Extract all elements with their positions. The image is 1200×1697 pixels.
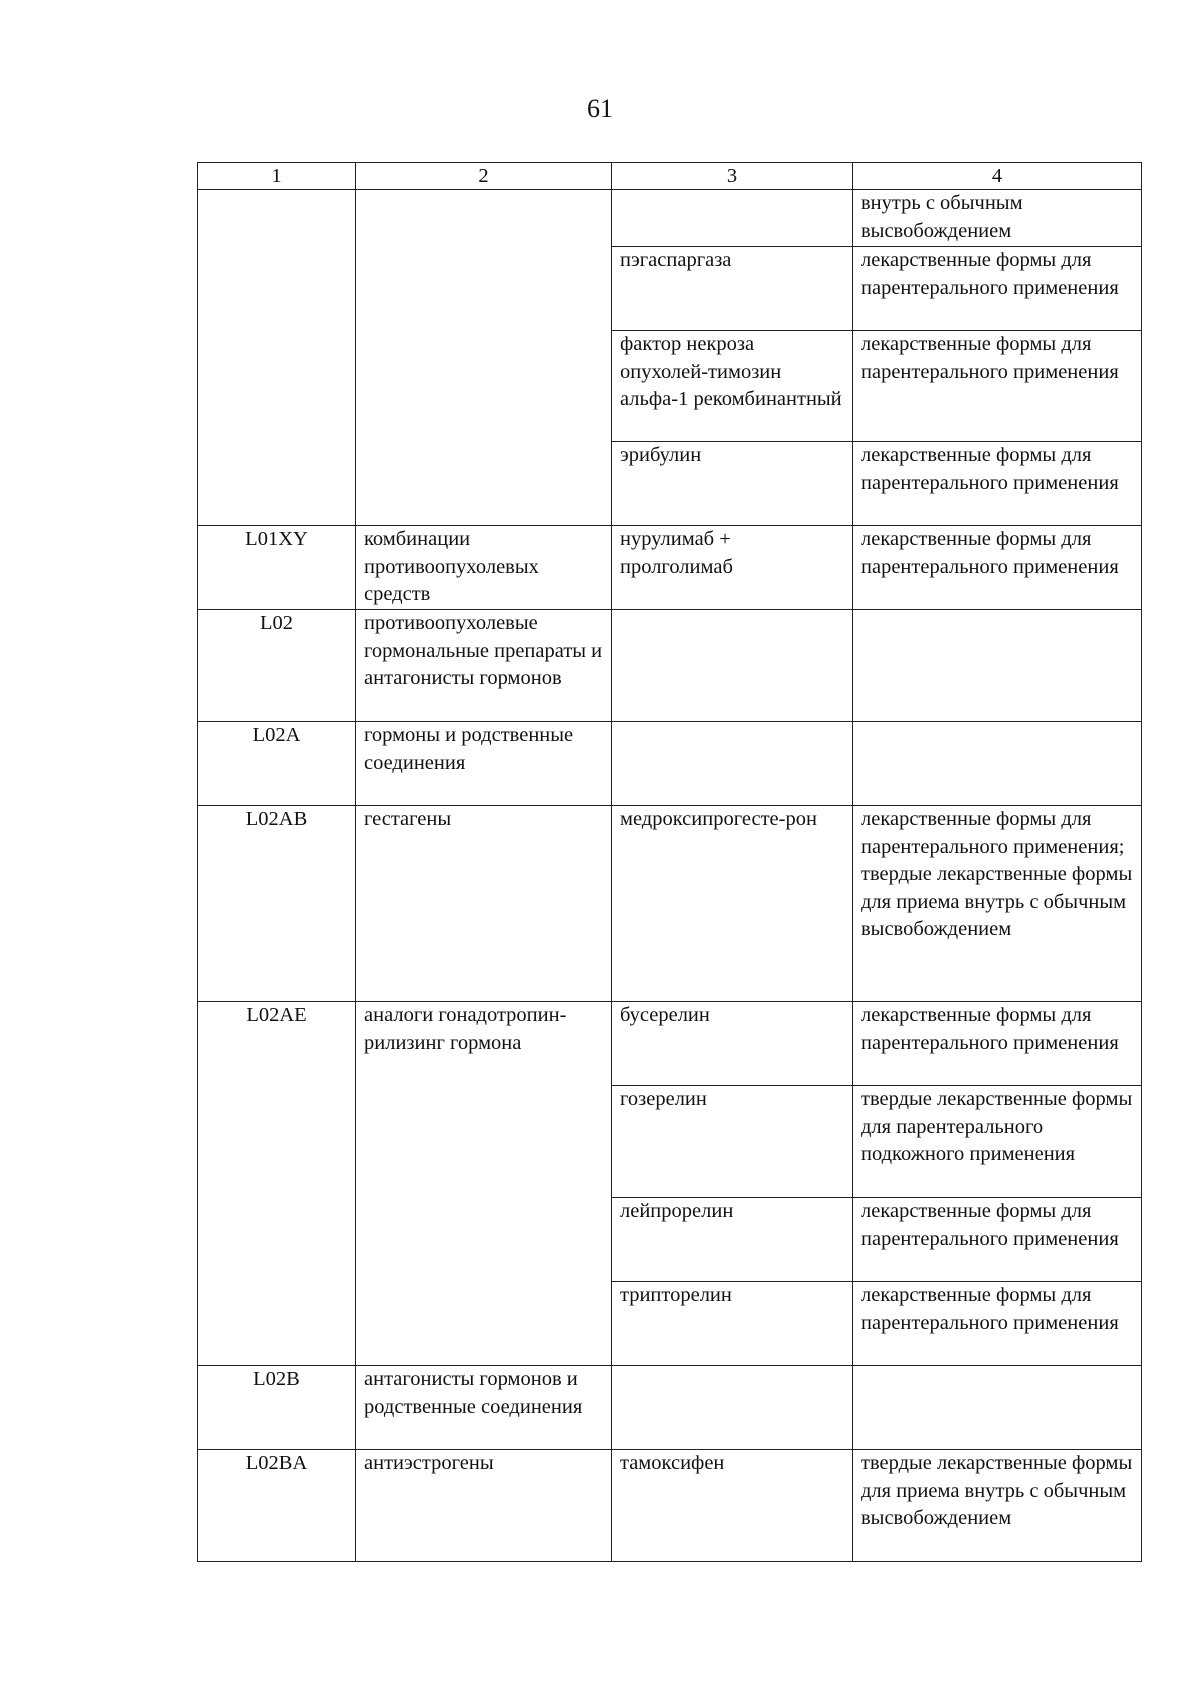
atc-code-cell: L02A [198,722,356,806]
drug-name-cell: гозерелин [612,1086,853,1198]
table-row [198,526,1142,610]
dosage-form-cell: лекарственные формы для парентерального применения [853,331,1142,442]
dosage-form-cell: лекарственные формы для парентерального применения [853,1002,1142,1086]
atc-code-cell: L02B [198,1366,356,1450]
group-name-cell: противоопухолевые гормональные препараты и антагонисты гормонов [356,610,612,722]
table-row [198,1450,1142,1562]
atc-code-cell: L02AB [198,806,356,1002]
atc-code-cell: L02AE [198,1002,356,1366]
drug-name-cell: тамоксифен [612,1450,853,1562]
drug-name-cell [612,190,853,247]
group-name-cell: комбинации противоопухолевых средств [356,526,612,610]
dosage-form-cell: твердые лекарственные формы для приема внутрь с обычным высвобождением [853,1450,1142,1562]
group-name-cell: антагонисты гормонов и родственные соединения [356,1366,612,1450]
drug-name-cell: фактор некроза опухолей-тимозин альфа-1 рекомбинантный [612,331,853,442]
atc-code-cell: L02BA [198,1450,356,1562]
dosage-form-cell [853,1366,1142,1450]
table-row [198,1002,1142,1086]
table-row [198,806,1142,1002]
drug-name-cell: нурулимаб + пролголимаб [612,526,853,610]
dosage-form-cell: лекарственные формы для парентерального применения [853,526,1142,610]
group-name-cell [356,190,612,526]
dosage-form-cell: лекарственные формы для парентерального применения; твердые лекарственные формы для приема внутрь с обычным высвобождением [853,806,1142,1002]
column-header-4: 4 [853,163,1142,190]
dosage-form-cell [853,610,1142,722]
column-header-3: 3 [612,163,853,190]
drug-name-cell: пэгаспаргаза [612,247,853,331]
medication-table [197,162,1142,1562]
group-name-cell: гестагены [356,806,612,1002]
drug-name-cell [612,1366,853,1450]
drug-name-cell: медроксипрогесте-рон [612,806,853,1002]
header-row [198,163,1142,190]
dosage-form-cell: лекарственные формы для парентерального применения [853,247,1142,331]
group-name-cell: аналоги гонадотропин-рилизинг гормона [356,1002,612,1366]
table-row [198,610,1142,722]
drug-name-cell: трипторелин [612,1282,853,1366]
drug-name-cell: бусерелин [612,1002,853,1086]
drug-name-cell: лейпрорелин [612,1198,853,1282]
table-row [198,190,1142,247]
atc-code-cell: L01XY [198,526,356,610]
column-header-1: 1 [198,163,356,190]
table-row [198,1366,1142,1450]
dosage-form-cell [853,722,1142,806]
dosage-form-cell: лекарственные формы для парентерального применения [853,1198,1142,1282]
dosage-form-cell: лекарственные формы для парентерального применения [853,442,1142,526]
atc-code-cell: L02 [198,610,356,722]
group-name-cell: антиэстрогены [356,1450,612,1562]
dosage-form-cell: внутрь с обычным высвобождением [853,190,1142,247]
table-row [198,722,1142,806]
atc-code-cell [198,190,356,526]
dosage-form-cell: твердые лекарственные формы для парентерального подкожного применения [853,1086,1142,1198]
drug-name-cell: эрибулин [612,442,853,526]
group-name-cell: гормоны и родственные соединения [356,722,612,806]
drug-name-cell [612,610,853,722]
dosage-form-cell: лекарственные формы для парентерального применения [853,1282,1142,1366]
drug-name-cell [612,722,853,806]
page-number: 61 [587,94,613,123]
column-header-2: 2 [356,163,612,190]
